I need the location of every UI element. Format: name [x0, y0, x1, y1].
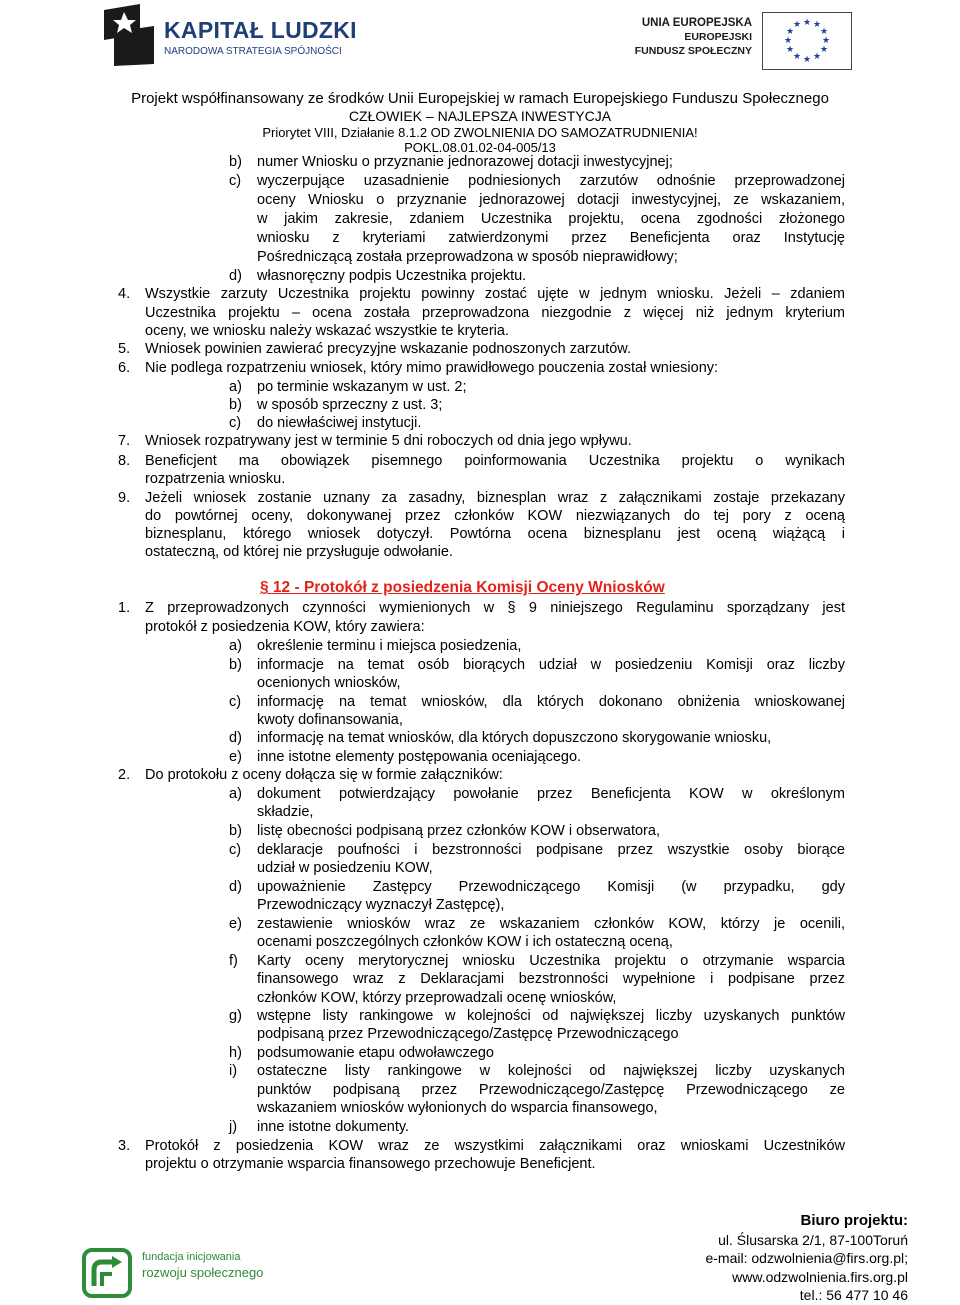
firs-line-2: rozwoju społecznego [142, 1265, 264, 1280]
kapital-ludzki-title: KAPITAŁ LUDZKI [164, 17, 357, 43]
text-line: po terminie wskazanym w ust. 2; [257, 379, 467, 395]
text-line: Jeżeli wniosek zostanie uznany za zasadny, biznesplan wraz z załącznikami zostaje przekazany [145, 490, 845, 506]
text-line: Beneficjent ma obowiązek pisemnego poinformowania Uczestnika projektu o wynikach [145, 453, 845, 469]
svg-text:★: ★ [821, 36, 831, 46]
item-number: 3. [118, 1138, 131, 1154]
text-line: rozpatrzenia wniosku. [145, 471, 286, 487]
item-number: 8. [118, 453, 131, 469]
text-line: informację na temat wniosków, dla których dopuszczono skorygowanie wniosku, [257, 730, 772, 746]
item-number: 1. [118, 600, 131, 616]
text-line: własnoręczny podpis Uczestnika projektu. [257, 268, 527, 284]
item-number: 9. [118, 490, 131, 506]
text-line: składzie, [257, 804, 314, 820]
item-marker: b) [229, 657, 242, 673]
text-line: kwoty dofinansowania, [257, 712, 403, 728]
text-line: dokument potwierdzający powołanie przez Beneficjenta KOW w określonym [257, 786, 845, 802]
text-line: oceny Wniosku o przyznanie jednorazowej dotacji inwestycyjnej, ze wskazaniem, [257, 192, 845, 208]
text-line: informacje na temat osób biorących udział w posiedzeniu Komisji oraz liczby [257, 657, 845, 673]
svg-text:★: ★ [812, 52, 822, 62]
text-line: punktów podpisaną przez Przewodniczącego/Zastępcę Przewodniczącego ze [257, 1082, 845, 1098]
text-line: wniosku z kryteriami zatwierdzonymi przez Beneficjenta oraz Instytucję [257, 230, 845, 246]
firs-line-1: fundacja inicjowania [142, 1251, 241, 1263]
svg-text:★: ★ [792, 20, 802, 30]
item-marker: g) [229, 1008, 242, 1024]
item-number: 5. [118, 341, 131, 357]
text-line: Uczestnika projektu – ocena została przeprowadzona niezgodnie z więcej niż jednym kryterium [145, 305, 845, 321]
text-line: określenie terminu i miejsca posiedzenia, [257, 638, 522, 654]
item-marker: h) [229, 1045, 242, 1061]
text-line: udział w posiedzeniu KOW, [257, 860, 433, 876]
text-line: Do protokołu z oceny dołącza się w formie załączników: [145, 767, 503, 783]
text-line: wyczerpujące uzasadnienie podniesionych zarzutów odnośnie przeprowadzonej [257, 173, 845, 189]
kapital-ludzki-subtitle: NARODOWA STRATEGIA SPÓJNOŚCI [164, 46, 342, 57]
text-line: zestawienie wniosków wraz ze wskazaniem członków KOW, którzy je ocenili, [257, 916, 845, 932]
item-marker: b) [229, 397, 242, 413]
svg-text:★: ★ [802, 55, 812, 65]
text-line: numer Wniosku o przyznanie jednorazowej dotacji inwestycyjnej; [257, 154, 673, 170]
svg-text:★: ★ [819, 45, 829, 55]
item-marker: b) [229, 823, 242, 839]
footer-contact [705, 1212, 908, 1305]
svg-text:★: ★ [783, 36, 793, 46]
office-email: e-mail: odzwolnienia@firs.org.pl; [705, 1250, 908, 1266]
item-number: 2. [118, 767, 131, 783]
text-line: do niewłaściwej instytucji. [257, 415, 422, 431]
text-line: Wszystkie zarzuty Uczestnika projektu powinny zostać ujęte w jednym wniosku. Jeżeli – zdaniem [145, 286, 845, 302]
header-line-1: Projekt współfinansowany ze środków Unii Europejskiej w ramach Europejskiego Funduszu Społecznego [131, 90, 829, 107]
text-line: podpisaną przez Przewodniczącego/Zastępcę Przewodniczącego [257, 1026, 679, 1042]
text-line: do powtórnej oceny, dokonywanej przez członków KOW niezwiązanych do tej pory z oceną [145, 508, 845, 524]
project-header [0, 90, 960, 155]
text-line: Przewodniczący wyznaczył Zastępcę), [257, 897, 505, 913]
svg-text:★: ★ [819, 27, 829, 37]
item-marker: e) [229, 749, 242, 765]
header-line-4: POKL.08.01.02-04-005/13 [404, 140, 556, 155]
item-marker: d) [229, 730, 242, 746]
text-line: inne istotne dokumenty. [257, 1119, 410, 1135]
item-marker: e) [229, 916, 242, 932]
item-marker: d) [229, 268, 242, 284]
firs-text [142, 1250, 263, 1280]
text-line: listę obecności podpisaną przez członków KOW i obserwatora, [257, 823, 660, 839]
text-line: Protokół z posiedzenia KOW wraz ze wszystkimi załącznikami oraz wnioskami Uczestników [145, 1138, 845, 1154]
text-line: projektu o otrzymanie wsparcia finansowego przechowuje Beneficjent. [145, 1156, 596, 1172]
item-marker: i) [229, 1063, 238, 1079]
svg-text:★: ★ [802, 18, 812, 28]
eu-flag-icon [762, 12, 852, 70]
text-line: Wniosek rozpatrywany jest w terminie 5 dni roboczych od dnia jego wpływu. [145, 433, 632, 449]
kapital-ludzki-logo [100, 4, 357, 68]
text-line: protokół z posiedzenia KOW, który zawiera: [145, 619, 425, 635]
kapital-ludzki-emblem-icon [100, 4, 156, 66]
item-marker: a) [229, 638, 242, 654]
item-marker: a) [229, 786, 242, 802]
eu-logo-text [635, 16, 752, 58]
item-marker: b) [229, 154, 242, 170]
item-number: 4. [118, 286, 131, 302]
office-website: www.odzwolnienia.firs.org.pl [732, 1268, 908, 1285]
office-phone: tel.: 56 477 10 46 [799, 1287, 908, 1303]
text-line: ostateczne listy rankingowe w kolejności od największej liczby uzyskanych [257, 1063, 845, 1079]
firs-logo [82, 1244, 282, 1302]
header-line-2: CZŁOWIEK – NAJLEPSZA INWESTYCJA [348, 108, 612, 124]
item-marker: c) [229, 694, 242, 710]
text-line: Nie podlega rozpatrzeniu wniosek, który mimo prawidłowego pouczenia został wniesiony: [145, 360, 719, 376]
svg-text:★: ★ [792, 52, 802, 62]
office-label: Biuro projektu: [800, 1212, 908, 1229]
text-line: deklaracje poufności i bezstronności podpisane przez wszystkie osoby biorące [257, 842, 845, 858]
item-number: 6. [118, 360, 131, 376]
text-line: inne istotne elementy postępowania oceniającego. [257, 749, 582, 765]
text-line: biznesplanu, którego wniosek dotyczył. Powtórna ocena biznesplanu jest oceną wiążącą i [145, 526, 845, 542]
item-marker: j) [229, 1119, 238, 1135]
text-line: w jakim zakresie, zdaniem Uczestnika projektu, ocena zgodności złożonego [257, 211, 845, 227]
eu-line1: UNIA EUROPEJSKA [641, 17, 752, 29]
text-line: Wniosek powinien zawierać precyzyjne wskazanie podnoszonych zarzutów. [145, 341, 631, 357]
item-marker: a) [229, 379, 242, 395]
text-line: finansowego wraz z Deklaracjami bezstronności wypełnione i podpisane przez [257, 971, 845, 987]
text-line: Z przeprowadzonych czynności wymienionych w § 9 niniejszego Regulaminu sporządzany jest [145, 600, 845, 616]
item-marker: c) [229, 173, 242, 189]
text-line: podsumowanie etapu odwoławczego [257, 1045, 494, 1061]
text-line: informację na temat wniosków, dla których dokonano obniżenia wnioskowanej [257, 694, 845, 710]
svg-text:★: ★ [812, 20, 822, 30]
office-address: ul. Ślusarska 2/1, 87-100Toruń [718, 1231, 908, 1248]
item-marker: d) [229, 879, 242, 895]
eu-line2: EUROPEJSKI [684, 31, 752, 43]
svg-text:★: ★ [785, 45, 795, 55]
text-line: oceny, we wniosku należy wskazać wszystkie te kryteria. [145, 323, 509, 339]
eu-line3: FUNDUSZ SPOŁECZNY [634, 45, 752, 57]
item-marker: f) [229, 953, 238, 969]
item-marker: c) [229, 842, 242, 858]
text-line: Karty oceny merytorycznej wniosku Uczestnika projektu o otrzymanie wsparcia [257, 953, 845, 969]
text-line: członków KOW, którzy przeprowadzali ocenę wniosków, [257, 990, 617, 1006]
text-line: wskazaniem wniosków wyłonionych do wsparcia finansowego, [257, 1100, 658, 1116]
svg-text:★: ★ [785, 27, 795, 37]
eu-logo [634, 12, 852, 66]
section-title: § 12 - Protokół z posiedzenia Komisji Oceny Wniosków [260, 579, 665, 596]
text-line: Pośredniczącą została przeprowadzona w sposób nieprawidłowy; [257, 249, 678, 265]
text-line: wstępne listy rankingowe w kolejności od największej liczby uzyskanych punktów [257, 1008, 845, 1024]
item-number: 7. [118, 433, 131, 449]
text-line: w sposób sprzeczny z ust. 3; [257, 397, 443, 413]
text-line: ocenami poszczególnych członków KOW i ich ostateczną oceną, [257, 934, 673, 950]
firs-emblem-icon [82, 1248, 134, 1298]
text-line: ocenionych wniosków, [257, 675, 401, 691]
text-line: ostateczną, od której nie przysługuje odwołanie. [145, 544, 453, 560]
item-marker: c) [229, 415, 242, 431]
text-line: upoważnienie Zastępcy Przewodniczącego Komisji (w przypadku, gdy [257, 879, 845, 895]
header-line-3: Priorytet VIII, Działanie 8.1.2 OD ZWOLNIENIA DO SAMOZATRUDNIENIA! [262, 125, 698, 140]
